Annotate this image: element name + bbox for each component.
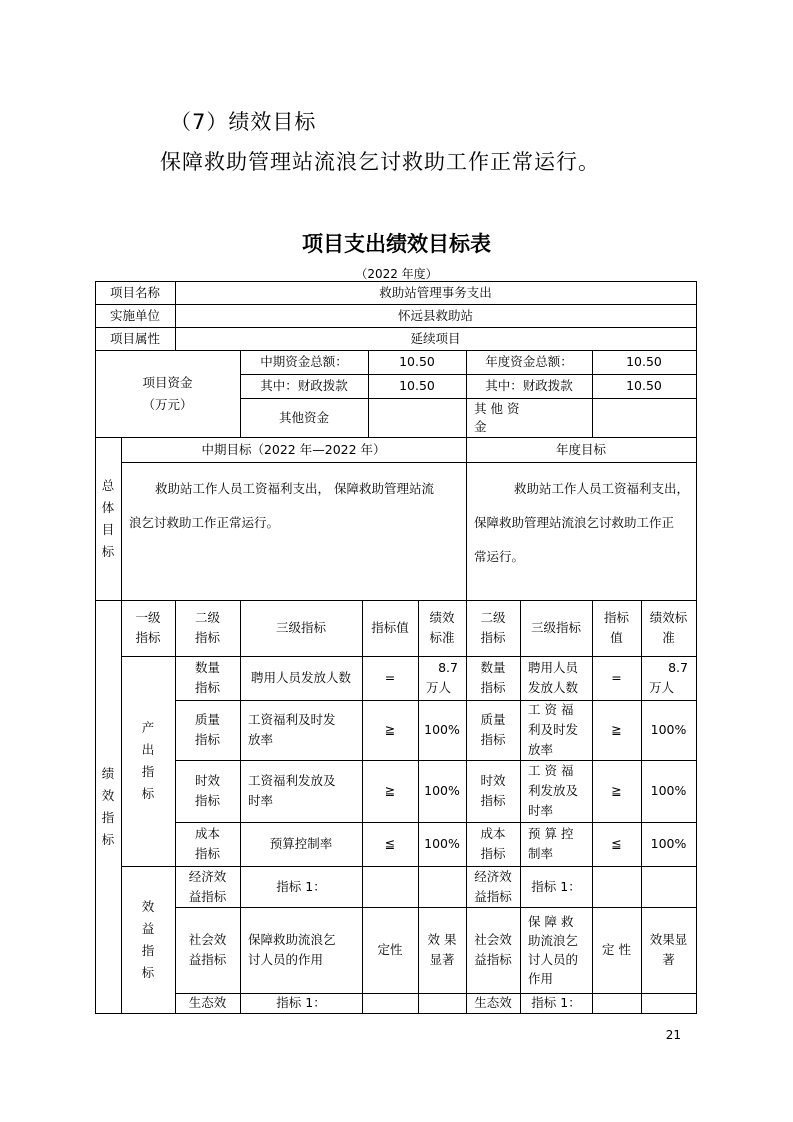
row-level2-r: 经济效 益指标 [474,869,512,904]
level3-header-r: 三级指标 [530,620,581,635]
annual-other-label: 其 他 资 金 [474,401,520,434]
page-number: 21 [665,1028,681,1042]
annual-fiscal-value: 10.50 [626,378,662,393]
annual-target-text: 救助站工作人员工资福利支出， 保障救助管理站流浪乞讨救助工作正 常运行。 [474,481,690,564]
row-value: 定性 [377,942,403,957]
table-rule [95,350,697,351]
row-level2: 社会效 益指标 [188,932,227,967]
mid-target-text: 救助站工作人员工资福利支出， 保障救助管理站流 浪乞讨救助工作正常运行。 [129,481,434,530]
row-level3-r: 指标 1： [531,995,581,1010]
table-rule [175,700,697,701]
row-level3: 工资福利及时发 放率 [248,712,336,747]
table-title: 项目支出绩效目标表 [302,232,491,256]
standard-header: 绩效 标准 [429,610,455,645]
mid-fiscal-label: 其中：财政拨款 [260,378,348,393]
row-level3-r: 工 资 福 利及时发 放率 [528,702,579,757]
overall-target-label: 总 体 目 标 [101,478,115,559]
mid-fiscal-value: 10.50 [399,378,435,393]
year-label: （2022 年度） [355,267,438,281]
row-level3-r: 指标 1： [531,879,581,894]
row-value: ≧ [384,722,396,737]
table-rule [175,760,697,761]
table-rule [175,907,697,908]
row-value: ≦ [384,836,396,851]
row-level3: 聘用人员发放人数 [250,670,351,685]
row-level2-r: 时效 指标 [480,773,506,808]
row-standard: 8.7 万人 [426,660,458,695]
row-level2: 质量 指标 [194,712,220,747]
table-rule [95,304,697,305]
attribute-label: 项目属性 [109,331,160,346]
row-level3-r: 工 资 福 利发放及 时率 [528,763,579,818]
row-value: ≧ [384,783,396,798]
annual-total-value: 10.50 [626,354,662,369]
row-value-r: ≧ [611,783,622,798]
mid-total-label: 中期资金总额： [260,354,348,369]
row-standard-r: 100% [650,722,687,737]
project-name-label: 项目名称 [109,285,160,300]
target-value-header: 指标值 [371,620,409,635]
table-rule [95,281,697,282]
row-value-r: ≦ [611,836,622,851]
benefit-indicators-label: 效 益 指 标 [141,899,155,980]
row-level3-r: 聘用人员 发放人数 [528,660,579,695]
row-standard-r: 100% [650,836,687,851]
row-level2-r: 数量 指标 [480,660,506,695]
table-rule [95,437,697,438]
row-value: = [384,670,396,685]
row-value-r: ≧ [611,722,622,737]
table-rule [95,327,697,328]
row-standard: 100% [424,783,460,798]
other-funds-label: 其他资金 [278,410,329,425]
intro-paragraph: 保障救助管理站流浪乞讨救助工作正常运行。 [160,150,600,174]
section-heading: （7）绩效目标 [170,110,317,134]
row-value-r: 定 性 [602,942,631,957]
table-rule [696,281,697,1014]
attribute-value: 延续项目 [410,331,461,346]
row-level3-r: 预 算 控 制率 [528,826,574,861]
table-rule [175,822,697,823]
level1-header: 一级 指标 [135,610,161,645]
row-level2: 数量 指标 [194,660,220,695]
row-level3-r: 保 障 救 助流浪乞 讨人员的 作用 [528,914,579,986]
row-level2-r: 成本 指标 [480,826,506,861]
row-level3: 工资福利发放及 时率 [248,773,336,808]
project-name-value: 救助站管理事务支出 [379,285,492,300]
row-level2: 生态效 [188,995,227,1010]
unit-label: 实施单位 [109,308,160,323]
perf-indicators-label: 绩 效 指 标 [101,766,115,847]
mid-total-value: 10.50 [399,354,435,369]
funds-label: 项目资金 （万元） [142,375,193,412]
row-level2: 时效 指标 [194,773,220,808]
row-value-r: = [611,670,622,685]
table-rule [121,656,697,657]
row-standard-r: 100% [650,783,687,798]
table-rule [240,374,697,375]
row-standard-r: 效果显 著 [649,932,688,967]
row-level2-r: 生态效 [474,995,512,1010]
target-value-header-r: 指标 值 [603,610,629,645]
row-standard: 效 果 显著 [427,932,457,967]
row-level3: 指标 1： [276,995,326,1010]
row-level2: 成本 指标 [194,826,220,861]
row-standard: 100% [424,836,460,851]
level2-header-r: 二级 指标 [480,610,506,645]
row-level3: 保障救助流浪乞 讨人员的作用 [248,932,336,967]
mid-target-header: 中期目标（2022 年—2022 年） [201,442,386,457]
table-rule [240,398,697,399]
row-standard: 100% [424,722,460,737]
table-rule [121,462,697,463]
output-indicators-label: 产 出 指 标 [141,720,155,801]
unit-value: 怀远县救助站 [397,308,473,323]
row-level3: 指标 1： [276,879,326,894]
annual-fiscal-label: 其中：财政拨款 [485,378,573,393]
table-rule [95,600,697,601]
row-level2-r: 质量 指标 [480,712,506,747]
table-rule [95,1013,697,1014]
row-level3: 预算控制率 [269,836,333,851]
level2-header: 二级 指标 [194,610,220,645]
row-level2-r: 社会效 益指标 [474,932,512,967]
annual-total-label: 年度资金总额： [485,354,573,369]
row-standard-r: 8.7 万人 [649,660,688,695]
level3-header: 三级指标 [275,620,326,635]
annual-target-header: 年度目标 [555,442,606,457]
row-level2: 经济效 益指标 [188,869,227,904]
standard-header-r: 绩效标 准 [649,610,688,645]
